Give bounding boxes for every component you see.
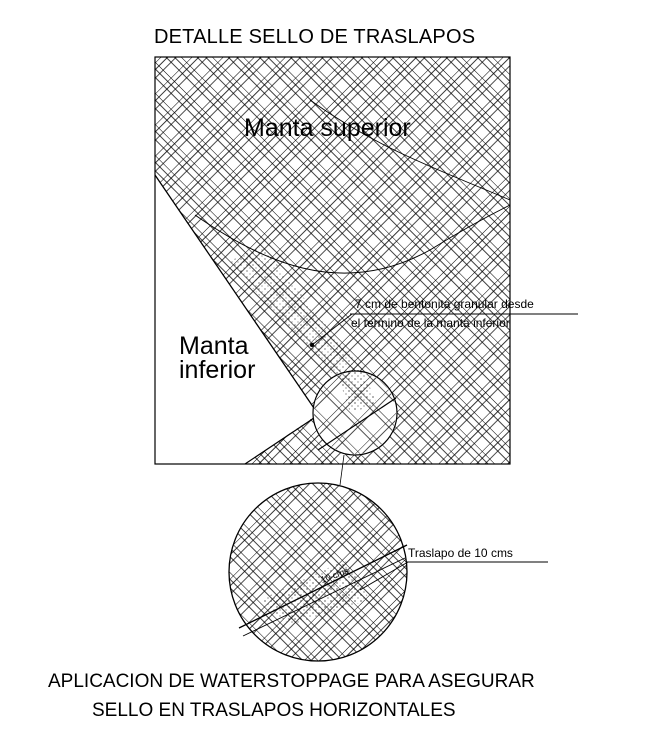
label-manta-inferior-1: Manta xyxy=(179,332,249,360)
detail-dimension: 10 cms xyxy=(319,565,350,585)
detail-membrane xyxy=(229,483,407,661)
caption-line-2: SELLO EN TRASLAPOS HORIZONTALES xyxy=(92,700,456,721)
note-traslapo: Traslapo de 10 cms xyxy=(408,546,513,560)
label-manta-inferior-2: inferior xyxy=(179,356,256,384)
label-manta-superior: Manta superior xyxy=(244,114,411,142)
note-bentonita-2: el termino de la manta inferior xyxy=(351,316,510,330)
caption-line-1: APLICACION DE WATERSTOPPAGE PARA ASEGURAR xyxy=(48,671,535,692)
note-bentonita-1: 7 cm de bentonita granular desde xyxy=(355,297,534,311)
drawing-title: DETALLE SELLO DE TRASLAPOS xyxy=(154,26,476,48)
